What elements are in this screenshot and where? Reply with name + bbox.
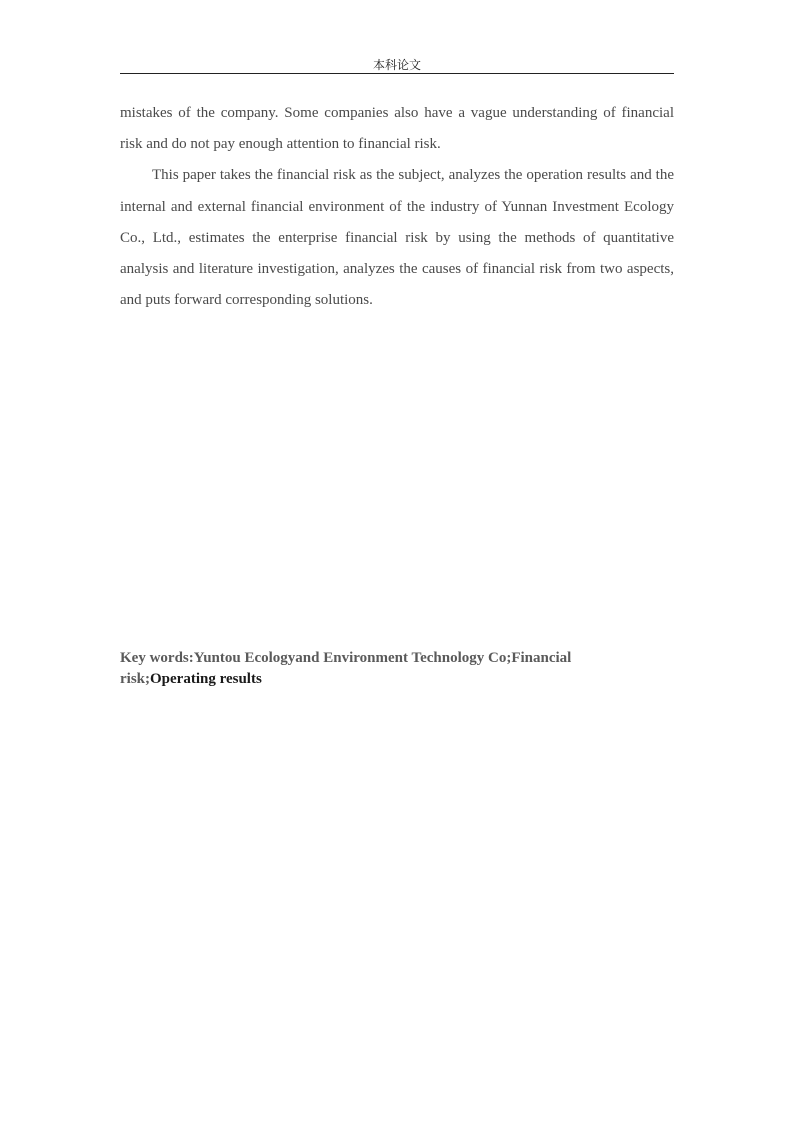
abstract-body [120,98,674,316]
keyword-operating-results: Operating results [150,671,262,687]
keywords-list: Yuntou Ecologyand Environment Technology Co;Financial [193,650,572,666]
header-rule [120,73,674,74]
running-header: 本科论文 [372,58,421,72]
abstract-paragraph: This paper takes the financial risk as the subject, analyzes the operation results and the internal and external financial environment of the industry of Yunnan Investment Ecology Co., Ltd., estimates the enterprise financial risk by using the methods of quantitative analysis and literature investigation, analyzes the causes of financial risk from two aspects, and puts forward corresponding solutions. [120,167,674,309]
keywords-label: Key words: [120,650,194,666]
keywords-list-continued: risk; [120,671,150,687]
abstract-paragraph: mistakes of the company. Some companies also have a vague understanding of financial risk and do not pay enough attention to financial risk. [120,105,674,153]
keywords-block [120,648,674,690]
